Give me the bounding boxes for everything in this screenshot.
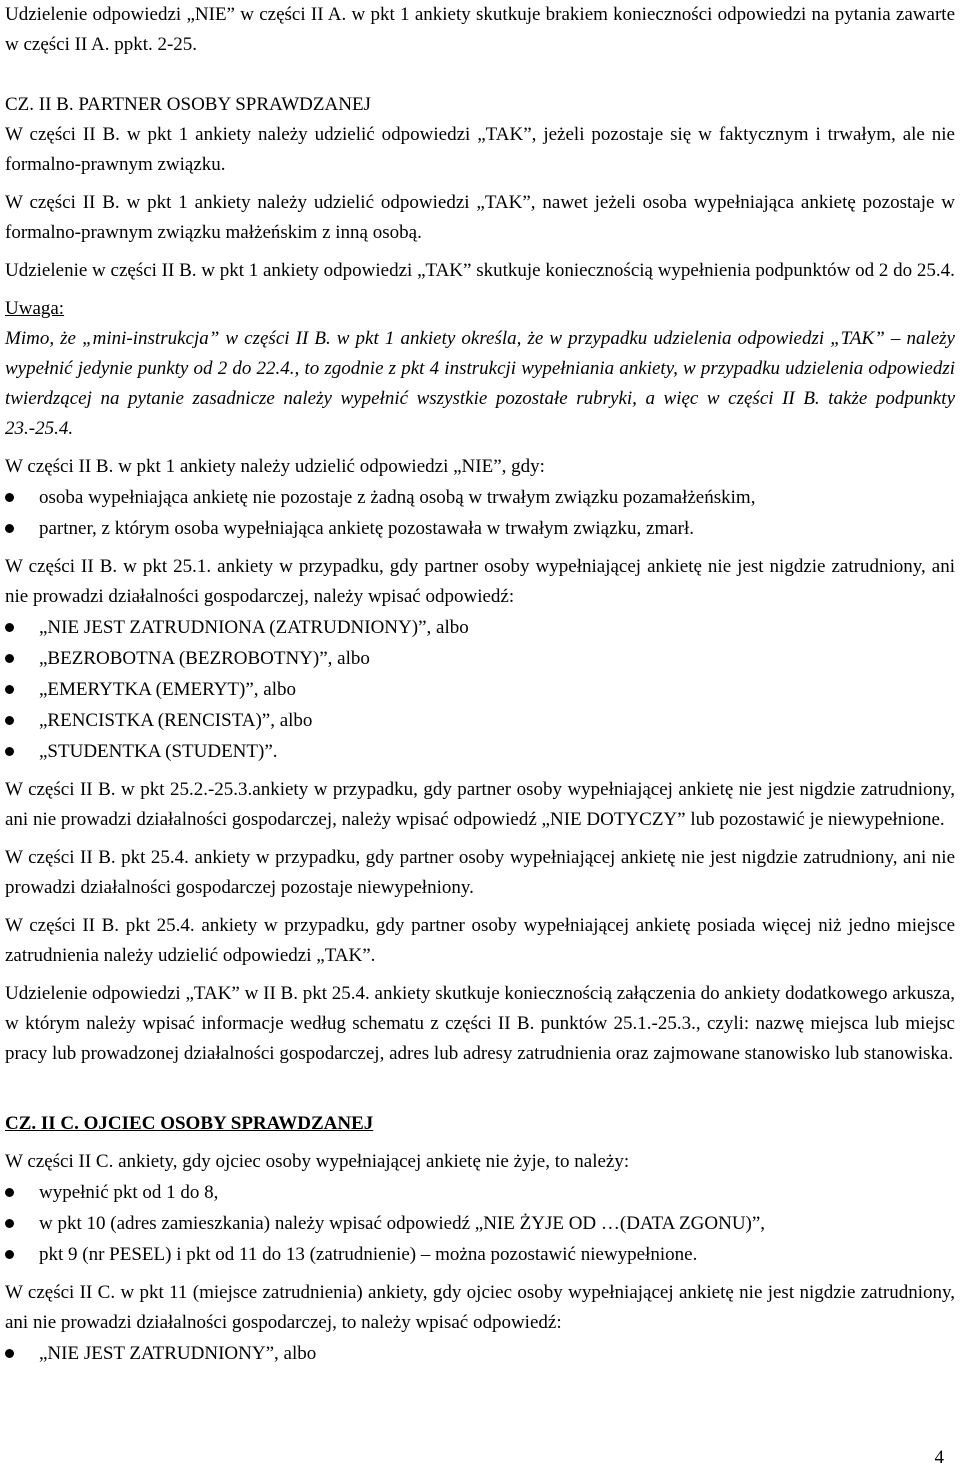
section-heading-2b: CZ. II B. PARTNER OSOBY SPRAWDZANEJ bbox=[5, 94, 371, 115]
page-number: 4 bbox=[934, 1447, 944, 1468]
list-item: wypełnić pkt od 1 do 8, bbox=[5, 1177, 955, 1208]
bullet-icon bbox=[5, 524, 14, 533]
list-item: „STUDENTKA (STUDENT)”. bbox=[5, 736, 955, 767]
bullet-icon bbox=[5, 1219, 14, 1228]
list-item: w pkt 10 (adres zamieszkania) należy wpisać odpowiedź „NIE ŻYJE OD …(DATA ZGONU)”, bbox=[5, 1208, 955, 1239]
bullet-icon bbox=[5, 685, 14, 694]
note-text: Mimo, że „mini-instrukcja” w części II B. w pkt 1 ankiety określa, że w przypadku udzielenia odpowiedzi „TAK” – należy wypełnić jedynie punkty od 2 do 22.4., to zgodnie z pkt 4 instrukcji wypełniania ankiety, w przypadku udzielenia odpowiedzi twierdzącej na pytanie zasadnicze należy wypełnić wszystkie pozostałe rubryki, a więc w części II B. także podpunkty 23.-25.4. bbox=[5, 328, 955, 439]
bullet-icon bbox=[5, 623, 14, 632]
bullet-icon bbox=[5, 716, 14, 725]
paragraph-10: W części II B. pkt 25.4. ankiety w przypadku, gdy partner osoby wypełniającej ankietę posiada więcej niż jedno miejsce zatrudnienia należy udzielić odpowiedzi „TAK”. bbox=[5, 915, 955, 966]
paragraph-11: Udzielenie odpowiedzi „TAK” w II B. pkt 25.4. ankiety skutkuje koniecznością załączenia do ankiety dodatkowego arkusza, w którym należy wpisać informacje według schematu z części II B. punktów 25.1.-25.3., czyli: nazwę miejsca lub miejsc pracy lub prowadzonej działalności gospodarczej, adres lub adresy zatrudnienia oraz zajmowane stanowisko lub stanowiska. bbox=[5, 983, 955, 1064]
list-item: osoba wypełniająca ankietę nie pozostaje z żadną osobą w trwałym związku pozamałżeńskim, bbox=[5, 482, 955, 513]
bullet-list-2 bbox=[5, 612, 955, 767]
section-heading-2c: CZ. II C. OJCIEC OSOBY SPRAWDZANEJ bbox=[5, 1113, 374, 1134]
list-item: „RENCISTKA (RENCISTA)”, albo bbox=[5, 705, 955, 736]
paragraph-13: W części II C. ankiety, gdy ojciec osoby wypełniającej ankietę nie żyje, to należy: bbox=[5, 1151, 630, 1172]
bullet-list-1 bbox=[5, 482, 955, 544]
list-item: „NIE JEST ZATRUDNIONY”, albo bbox=[5, 1338, 955, 1369]
bullet-icon bbox=[5, 493, 14, 502]
paragraph-7: W części II B. w pkt 25.1. ankiety w przypadku, gdy partner osoby wypełniającej ankietę nie jest nigdzie zatrudniony, ani nie prowadzi działalności gospodarczej, należy wpisać odpowiedź: bbox=[5, 556, 955, 607]
paragraph-3: W części II B. w pkt 1 ankiety należy udzielić odpowiedzi „TAK”, jeżeli pozostaje się w faktycznym i trwałym, ale nie formalno-prawnym związku. bbox=[5, 124, 955, 175]
bullet-icon bbox=[5, 654, 14, 663]
bullet-list-4 bbox=[5, 1338, 955, 1369]
paragraph-4: W części II B. w pkt 1 ankiety należy udzielić odpowiedzi „TAK”, nawet jeżeli osoba wypełniająca ankietę pozostaje w formalno-prawnym związku małżeńskim z inną osobą. bbox=[5, 192, 955, 243]
bullet-icon bbox=[5, 1349, 14, 1358]
list-item: „EMERYTKA (EMERYT)”, albo bbox=[5, 674, 955, 705]
paragraph-9: W części II B. pkt 25.4. ankiety w przypadku, gdy partner osoby wypełniającej ankietę nie jest nigdzie zatrudniony, ani nie prowadzi działalności gospodarczej pozostaje niewypełniony. bbox=[5, 847, 955, 898]
paragraph-14: W części II C. w pkt 11 (miejsce zatrudnienia) ankiety, gdy ojciec osoby wypełniającej ankietę nie jest nigdzie zatrudniony, ani nie prowadzi działalności gospodarczej, to należy wpisać odpowiedź: bbox=[5, 1282, 955, 1333]
bullet-list-3 bbox=[5, 1177, 955, 1270]
paragraph-5: Udzielenie w części II B. w pkt 1 ankiety odpowiedzi „TAK” skutkuje koniecznością wypełnienia podpunktów od 2 do 25.4. bbox=[5, 260, 955, 281]
bullet-icon bbox=[5, 1188, 14, 1197]
document-page bbox=[5, 0, 955, 1377]
bullet-icon bbox=[5, 1250, 14, 1259]
note-label: Uwaga: bbox=[5, 298, 65, 319]
list-item: „BEZROBOTNA (BEZROBOTNY)”, albo bbox=[5, 643, 955, 674]
paragraph-8: W części II B. w pkt 25.2.-25.3.ankiety w przypadku, gdy partner osoby wypełniającej ankietę nie jest nigdzie zatrudniony, ani nie prowadzi działalności gospodarczej, należy wpisać odpowiedź „NIE DOTYCZY” lub pozostawić je niewypełnione. bbox=[5, 779, 955, 830]
bullet-icon bbox=[5, 747, 14, 756]
paragraph-6: W części II B. w pkt 1 ankiety należy udzielić odpowiedzi „NIE”, gdy: bbox=[5, 456, 545, 477]
paragraph-1: Udzielenie odpowiedzi „NIE” w części II A. w pkt 1 ankiety skutkuje brakiem konieczności odpowiedzi na pytania zawarte w części II A. ppkt. 2-25. bbox=[5, 4, 955, 55]
list-item: pkt 9 (nr PESEL) i pkt od 11 do 13 (zatrudnienie) – można pozostawić niewypełnione. bbox=[5, 1239, 955, 1270]
list-item: partner, z którym osoba wypełniająca ankietę pozostawała w trwałym związku, zmarł. bbox=[5, 513, 955, 544]
list-item: „NIE JEST ZATRUDNIONA (ZATRUDNIONY)”, albo bbox=[5, 612, 955, 643]
